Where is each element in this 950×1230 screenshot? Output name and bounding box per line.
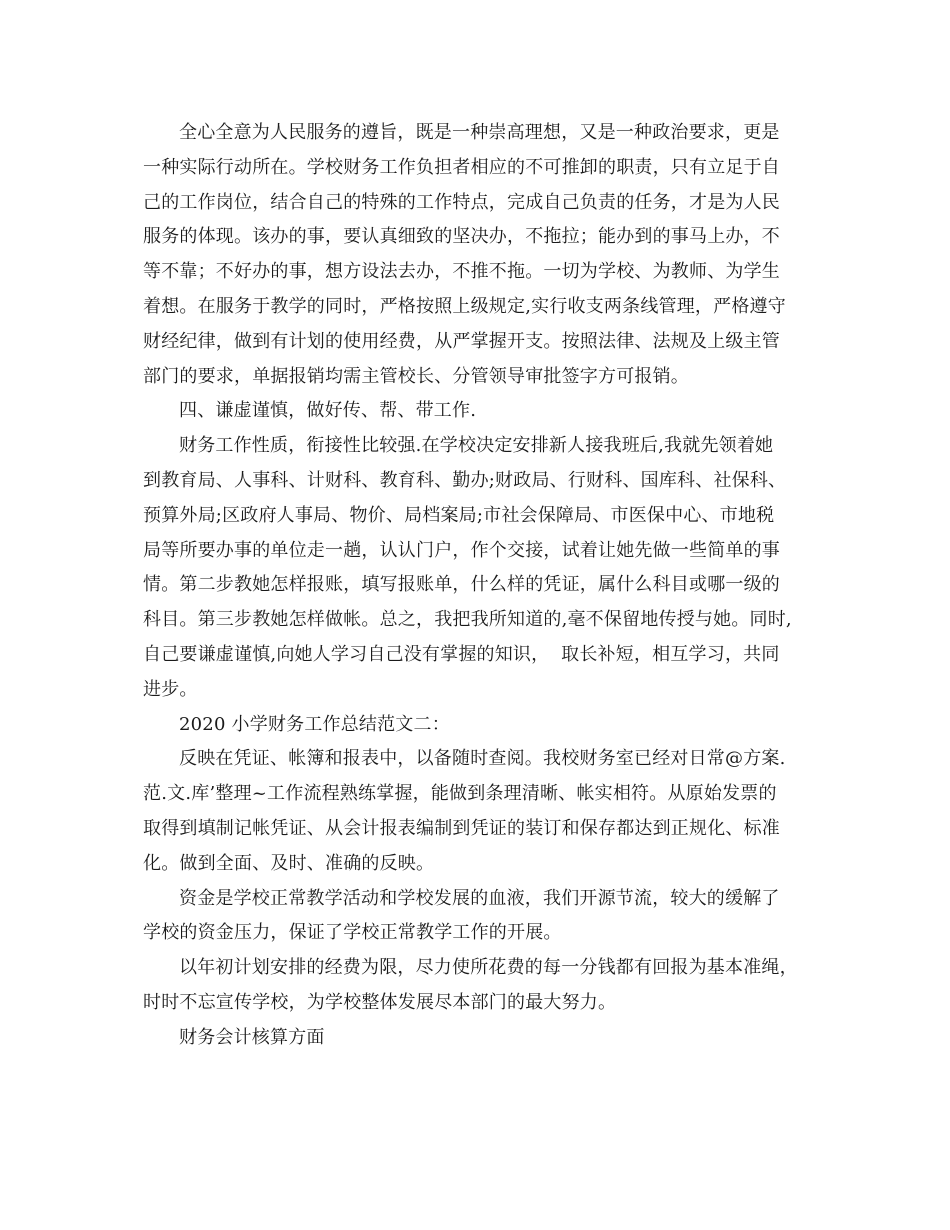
document-body xyxy=(143,116,823,1056)
text-line: 时时不忘宣传学校，为学校整体发展尽本部门的最大努力。 xyxy=(143,991,617,1013)
text-line: 取得到填制记帐凭证、从会计报表编制到凭证的装订和保存都达到正规化、标准 xyxy=(143,817,780,839)
text-line: 部门的要求，单据报销均需主管校长、分管领导审批签字方可报销。 xyxy=(143,365,689,387)
text-line: 着想。在服务于教学的同时，严格按照上级规定,实行收支两条线管理，严格遵守 xyxy=(143,295,786,317)
text-line: 自己要谦虚谨慎,向她人学习自己没有掌握的知识， 取长补短，相互学习，共同 xyxy=(143,643,780,665)
text-line: 2020 小学财务工作总结范文二： xyxy=(179,713,450,735)
text-line: 财经纪律，做到有计划的使用经费，从严掌握开支。按照法律、法规及上级主管 xyxy=(143,330,780,352)
text-line: 服务的体现。该办的事，要认真细致的坚决办，不拖拉；能办到的事马上办，不 xyxy=(143,226,780,248)
text-line: 全心全意为人民服务的遵旨，既是一种崇高理想，又是一种政治要求，更是 xyxy=(179,122,780,143)
text-line: 范.文.库’整理~工作流程熟练掌握，能做到条理清晰、帐实相符。从原始发票的 xyxy=(143,783,777,805)
text-line: 预算外局;区政府人事局、物价、局档案局;市社会保障局、市医保中心、市地税 xyxy=(143,504,775,526)
text-line: 资金是学校正常教学活动和学校发展的血液，我们开源节流，较大的缓解了 xyxy=(179,887,780,909)
text-line: 科目。第三步教她怎样做帐。总之，我把我所知道的,毫不保留地传授与她。同时, xyxy=(143,609,792,631)
text-line: 财务会计核算方面 xyxy=(179,1026,325,1048)
text-line: 反映在凭证、帐簿和报表中，以备随时查阅。我校财务室已经对日常@方案. xyxy=(179,748,786,770)
text-line: 情。第二步教她怎样报账，填写报账单，什么样的凭证，属什么科目或哪一级的 xyxy=(143,574,780,596)
text-line: 等不靠；不好办的事，想方设法去办，不推不拖。一切为学校、为教师、为学生 xyxy=(143,261,780,283)
text-line: 财务工作性质，衔接性比较强.在学校决定安排新人接我班后,我就先领着她 xyxy=(179,435,774,457)
text-line: 化。做到全面、及时、准确的反映。 xyxy=(143,852,435,874)
text-line: 学校的资金压力，保证了学校正常教学工作的开展。 xyxy=(143,922,562,944)
text-line: 到教育局、人事科、计财科、教育科、勤办;财政局、行财科、国库科、社保科、 xyxy=(143,469,787,491)
text-line: 四、谦虚谨慎，做好传、帮、带工作. xyxy=(179,400,477,422)
text-line: 进步。 xyxy=(143,678,198,700)
text-line: 局等所要办事的单位走一趟，认认门户，作个交接，试着让她先做一些简单的事 xyxy=(143,539,780,561)
text-line: 一种实际行动所在。学校财务工作负担者相应的不可推卸的职责，只有立足于自 xyxy=(143,156,780,178)
text-line: 以年初计划安排的经费为限，尽力使所花费的每一分钱都有回报为基本准绳， xyxy=(179,957,798,979)
text-line: 己的工作岗位，结合自己的特殊的工作特点，完成自己负责的任务，才是为人民 xyxy=(143,191,780,213)
